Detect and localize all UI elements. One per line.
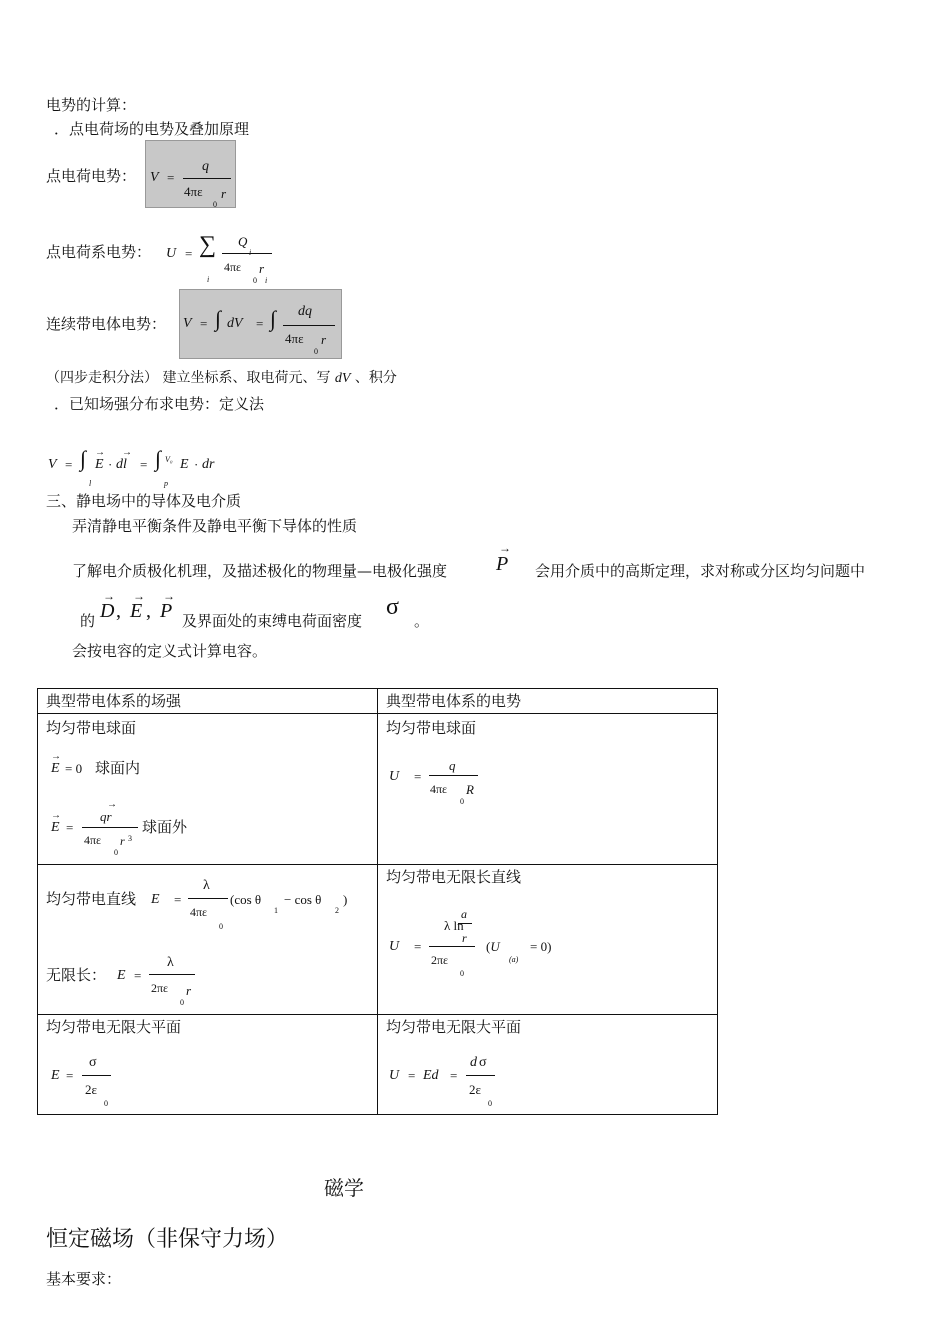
conductors-line4: 会按电容的定义式计算电容。 (72, 642, 268, 660)
symbol-sigma: σ (386, 594, 399, 620)
label-system-potential: 点电荷系电势： (46, 243, 152, 261)
r1c2-title: 均匀带电球面 (386, 719, 477, 737)
section-heading-potential: 电势的计算： (46, 96, 137, 114)
symbol-P: P (496, 553, 509, 575)
magnetism-requirements: 基本要求： (46, 1270, 122, 1288)
magnetism-title: 磁学 (324, 1176, 364, 1200)
table-header-potential: 典型带电体系的电势 (386, 692, 522, 710)
r2c2-title: 均匀带电无限长直线 (386, 868, 522, 886)
item-point-charge: ．点电荷场的电势及叠加原理 (54, 120, 250, 138)
conductors-line3c: 。 (414, 612, 430, 630)
vector-arrow: → (499, 541, 511, 555)
r2c1-title: 均匀带电直线 (46, 890, 137, 908)
conductors-line3a: 的 (80, 612, 96, 630)
r2c1-infinite-label: 无限长： (46, 966, 107, 984)
r3c2-title: 均匀带电无限大平面 (386, 1018, 522, 1036)
conductors-line3b: 及界面处的束缚电荷面密度 (182, 612, 363, 630)
four-steps-dv: dV (334, 371, 351, 386)
r1c1-outside-label: 球面外 (142, 818, 188, 836)
label-continuous-potential: 连续带电体电势： (46, 315, 167, 333)
table-header-field: 典型带电体系的场强 (46, 692, 182, 710)
r1c1-inside-label: 球面内 (95, 759, 141, 777)
four-steps-part1: （四步走积分法） 建立坐标系、取电荷元、写 (46, 370, 331, 386)
conductors-line2a: 了解电介质极化机理，及描述极化的物理量—电极化强度 (72, 562, 448, 580)
item-definition-method: ．已知场强分布求电势：定义法 (54, 395, 265, 413)
conductors-line1: 弄清静电平衡条件及静电平衡下导体的性质 (72, 517, 358, 535)
r3c1-title: 均匀带电无限大平面 (46, 1018, 182, 1036)
r1c1-title: 均匀带电球面 (46, 719, 137, 737)
magnetism-subtitle: 恒定磁场（非保守力场） (46, 1227, 289, 1252)
four-steps-text (46, 369, 397, 388)
four-steps-part2: 、积分 (354, 370, 397, 386)
typical-systems-table: 典型带电体系的场强 典型带电体系的电势 均匀带电球面 E → = 0 球面内 E → = qr → 4πε r 3 0 球面外 均匀带电球面 U = q 4πε R 0 均匀带电直线 E = λ 4πε 0 (cos θ 1 − cos θ 2 ) 无限长： E = λ 2πε r 0 均匀带电无限长直线 U = λ ln a r 2πε 0 (U (a) = 0) 均匀带电无限大平面 E = σ 2ε 0 均匀带电无限大平面 U = Ed = d σ 2ε 0 (37, 688, 718, 1115)
section-heading-conductors: 三、静电场中的导体及电介质 (46, 492, 242, 510)
label-point-potential: 点电荷电势： (46, 167, 137, 185)
conductors-line2b: 会用介质中的高斯定理，求对称或分区均匀问题中 (535, 562, 866, 580)
